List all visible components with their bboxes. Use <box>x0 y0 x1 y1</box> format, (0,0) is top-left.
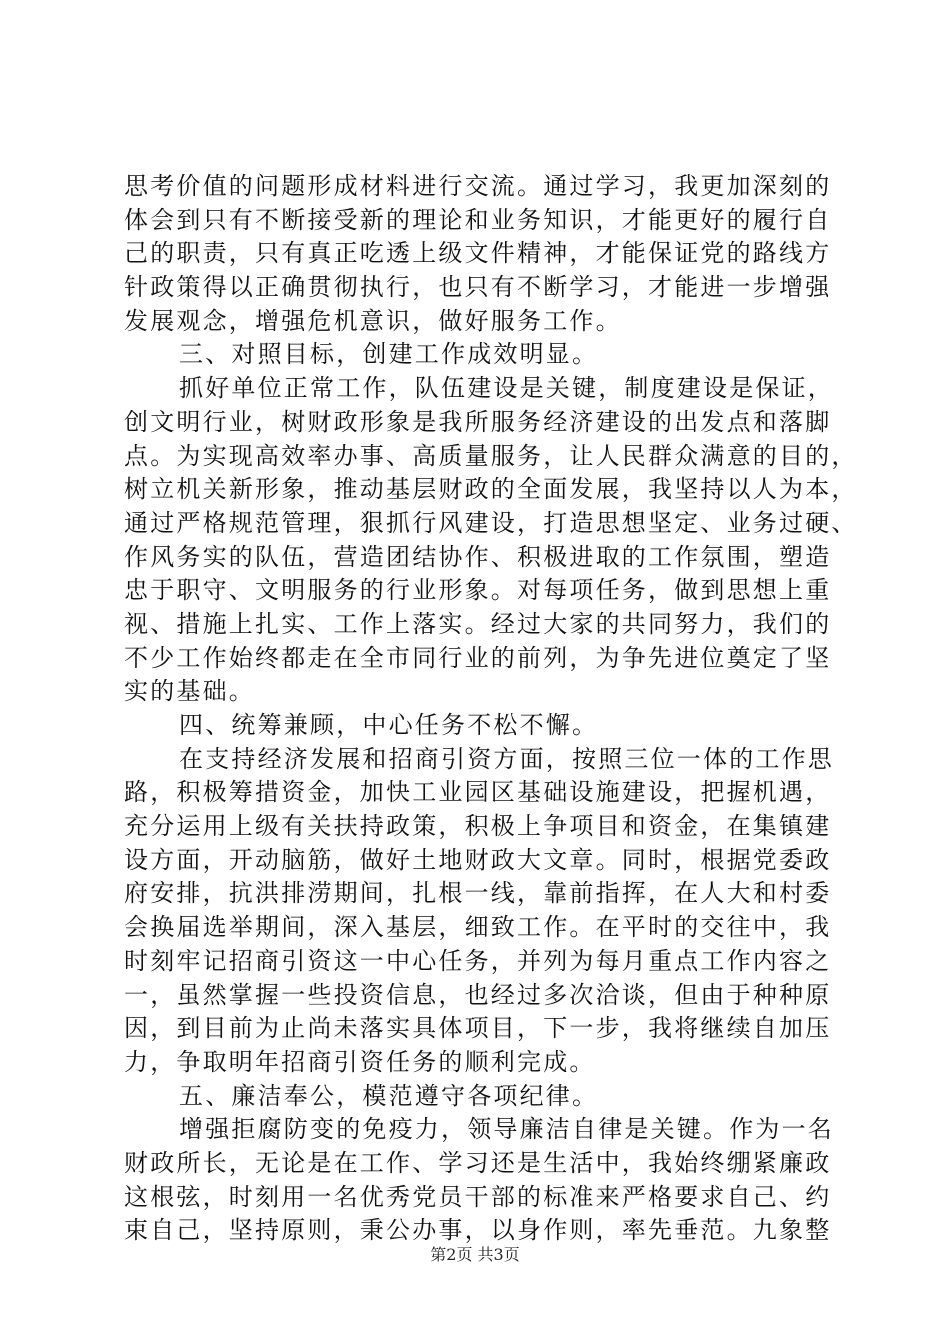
body-text <box>124 170 858 1248</box>
section-heading: 五、廉洁奉公，模范遵守各项纪律。 <box>179 1081 599 1110</box>
text-line: 不少工作始终都走在全市同行业的前列，为争先进位奠定了坚 <box>124 643 832 672</box>
text-line: 忠于职守、文明服务的行业形象。对每项任务，做到思想上重 <box>124 576 832 605</box>
text-line: 这根弦，时刻用一名优秀党员干部的标准来严格要求自己、约 <box>124 1182 832 1211</box>
text-line: 在支持经济发展和招商引资方面，按照三位一体的工作思 <box>179 744 834 773</box>
text-line: 一，虽然掌握一些投资信息，也经过多次洽谈，但由于种种原 <box>124 980 832 1009</box>
text-line: 会换届选举期间，深入基层，细致工作。在平时的交往中，我 <box>124 913 832 942</box>
text-line: 财政所长，无论是在工作、学习还是生活中，我始终绷紧廉政 <box>124 1148 832 1177</box>
text-line: 充分运用上级有关扶持政策，积极上争项目和资金，在集镇建 <box>124 812 832 841</box>
text-line: 创文明行业，树财政形象是我所服务经济建设的出发点和落脚 <box>124 407 832 436</box>
text-line: 视、措施上扎实、工作上落实。经过大家的共同努力，我们的 <box>124 609 832 638</box>
text-line: 己的职责，只有真正吃透上级文件精神，才能保证党的路线方 <box>124 239 832 268</box>
text-line: 针政策得以正确贯彻执行，也只有不断学习，才能进一步增强 <box>124 273 832 302</box>
text-line: 思考价值的问题形成材料进行交流。通过学习，我更加深刻的 <box>124 172 832 200</box>
text-line: 树立机关新形象，推动基层财政的全面发展，我坚持以人为本， <box>124 475 858 504</box>
text-line: 路，积极筹措资金，加快工业园区基础设施建设，把握机遇， <box>124 778 832 807</box>
text-line: 设方面，开动脑筋，做好土地财政大文章。同时，根据党委政 <box>124 845 832 874</box>
text-line: 作风务实的队伍，营造团结协作、积极进取的工作氛围，塑造 <box>124 542 832 571</box>
text-line: 实的基础。 <box>124 677 255 706</box>
text-line: 增强拒腐防变的免疫力，领导廉洁自律是关键。作为一名 <box>179 1115 834 1144</box>
text-line: 发展观念，增强危机意识，做好服务工作。 <box>124 306 622 335</box>
text-line: 因，到目前为止尚未落实具体项目，下一步，我将继续自加压 <box>124 1014 832 1043</box>
page-number-footer: 第2页 共3页 <box>430 1245 520 1264</box>
text-line: 时刻牢记招商引资这一中心任务，并列为每月重点工作内容之 <box>124 946 832 975</box>
text-line: 通过严格规范管理，狠抓行风建设，打造思想坚定、业务过硬、 <box>124 508 858 537</box>
text-line: 力，争取明年招商引资任务的顺利完成。 <box>124 1047 596 1076</box>
text-line: 府安排，抗洪排涝期间，扎根一线，靠前指挥，在人大和村委 <box>124 879 832 908</box>
section-heading: 三、对照目标，创建工作成效明显。 <box>179 340 599 369</box>
text-line: 束自己，坚持原则，秉公办事，以身作则，率先垂范。九象整 <box>124 1216 832 1245</box>
text-line: 抓好单位正常工作，队伍建设是关键，制度建设是保证， <box>179 374 834 403</box>
text-line: 体会到只有不断接受新的理论和业务知识，才能更好的履行自 <box>124 205 832 234</box>
text-line: 点。为实现高效率办事、高质量服务，让人民群众满意的目的， <box>124 441 858 470</box>
section-heading: 四、统筹兼顾，中心任务不松不懈。 <box>179 711 599 739</box>
